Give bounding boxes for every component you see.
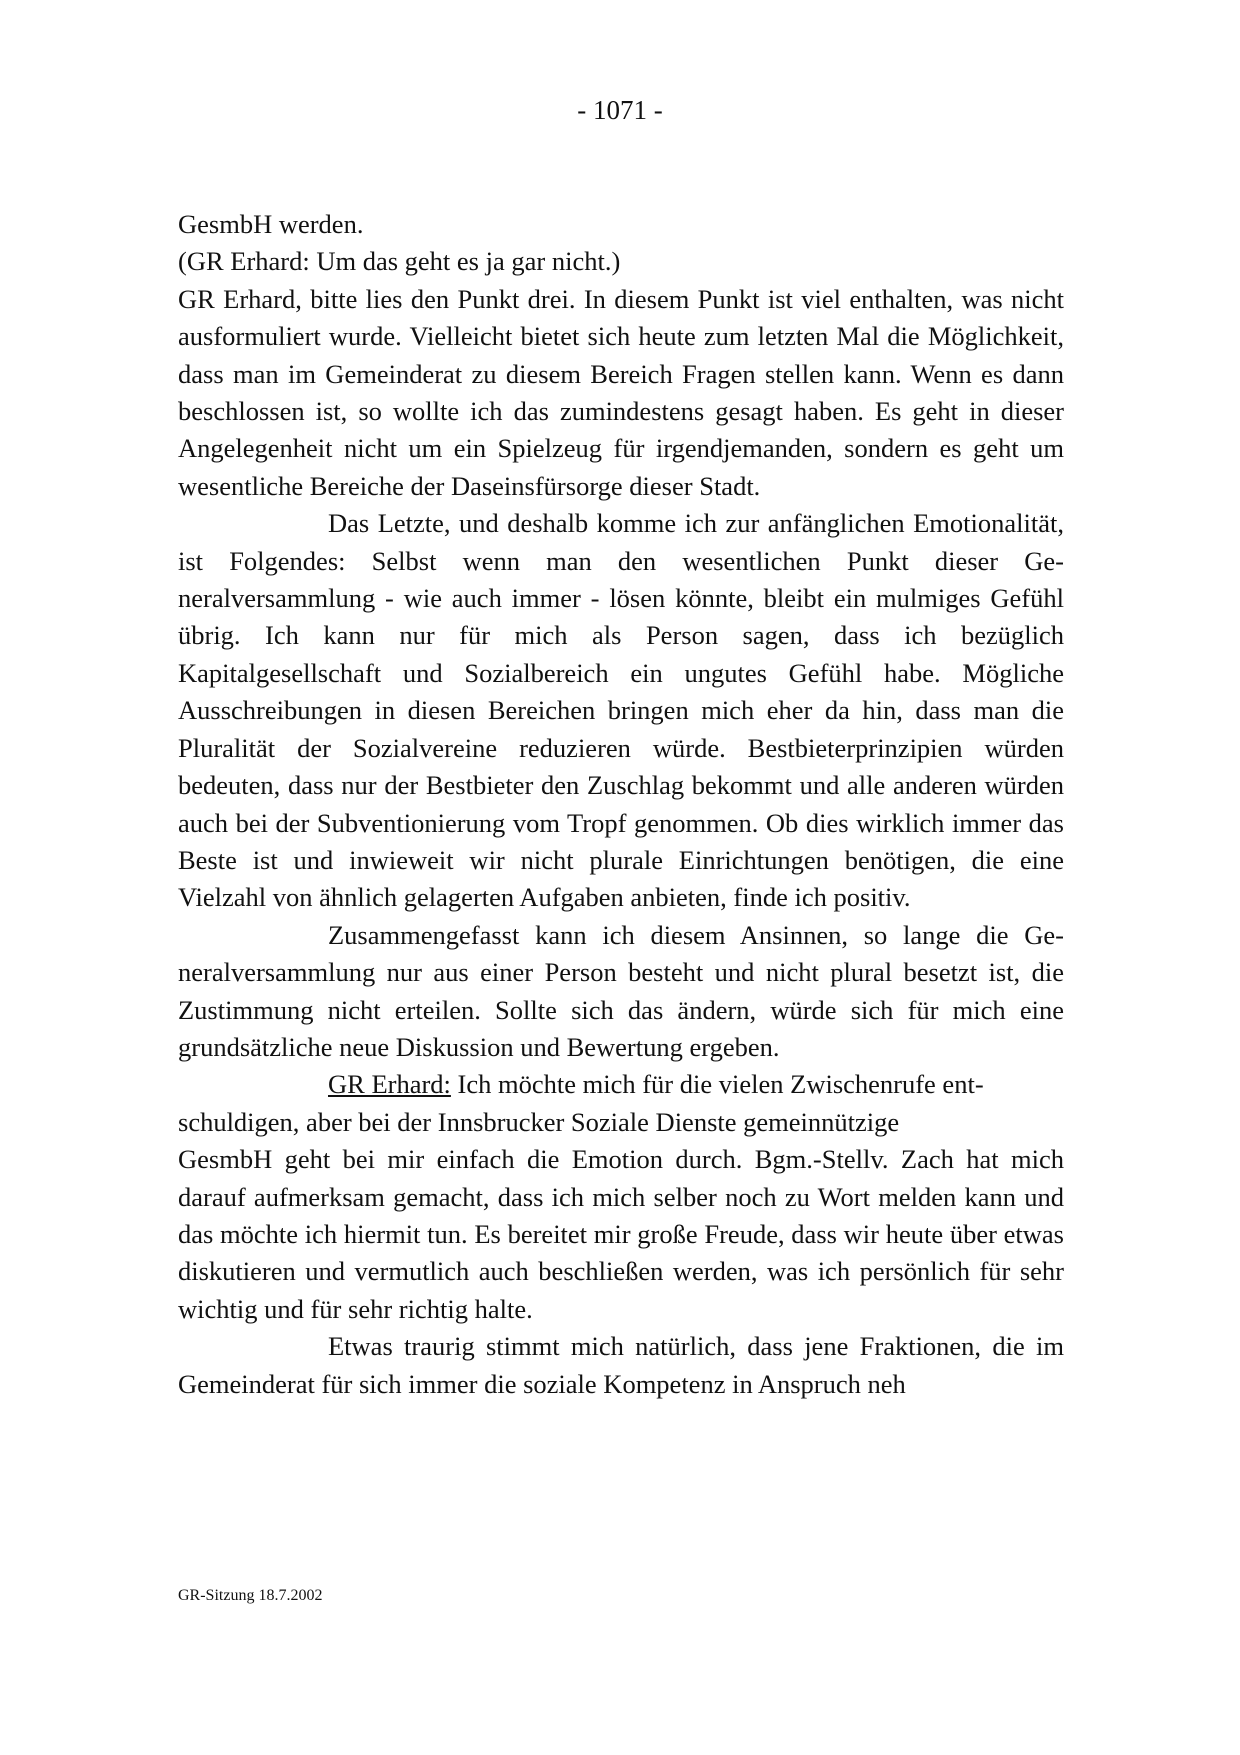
interjection: (GR Erhard: Um das geht es ja gar nicht.) <box>178 246 621 277</box>
paragraph: Das Letzte, und deshalb komme ich zur anfänglichen Emotionalität, ist Folgendes: Selbst wenn man den wesentlichen Punkt dieser Generalversammlung - wie auch immer - lösen könnte, bleibt ein mulmiges Gefühl übrig. Ich kann nur für mich als Person sagen, dass ich bezüglich Kapitalgesellschaft und Sozialbereich ein ungutes Gefühl habe. Mögliche Ausschreibungen in diesen Bereichen bringen mich eher da hin, dass man die Pluralität der Sozialvereine reduzieren würde. Bestbieterprinzipien würden bedeuten, dass nur der Bestbieter den Zuschlag bekommt und alle anderen würden auch bei der Subventionierung vom Tropf genommen. Ob dies wirklich immer das Beste ist und inwieweit wir nicht plurale Einrichtungen benötigen, die eine Vielzahl von ähnlich gelagerten Aufgaben anbieten, finde ich positiv. <box>178 508 1064 913</box>
speaker-text: Ich möchte mich für die vielen Zwischenrufe entschuldigen, aber bei der Innsbrucker Soziale Dienste gemeinnützige <box>178 1069 984 1137</box>
paragraph: Etwas traurig stimmt mich natürlich, dass jene Fraktionen, die im Gemeinderat für sich immer die soziale Kompetenz in Anspruch neh <box>178 1331 1064 1399</box>
paragraph: GesmbH werden. <box>178 209 364 239</box>
speaker-paragraph <box>178 1066 1064 1141</box>
footer-session-date: GR-Sitzung 18.7.2002 <box>178 1587 323 1604</box>
speaker-name: GR Erhard: <box>328 1069 451 1100</box>
paragraph: Zusammengefasst kann ich diesem Ansinnen, so lange die Generalversammlung nur aus einer Person besteht und nicht plural besetzt ist, die Zustimmung nicht erteilen. Sollte sich das ändern, würde sich für mich eine grundsätzliche neue Diskussion und Bewertung ergeben. <box>178 919 1064 1062</box>
document-body <box>178 206 1064 1403</box>
paragraph: GR Erhard, bitte lies den Punkt drei. In diesem Punkt ist viel enthalten, was nicht ausformuliert wurde. Vielleicht bietet sich heute zum letzten Mal die Möglichkeit, dass man im Gemeinderat zu diesem Bereich Fragen stellen kann. Wenn es dann beschlossen ist, so wollte ich das zumindestens gesagt haben. Es geht in dieser Angelegenheit nicht um ein Spielzeug für irgendjemanden, sondern es geht um wesentliche Bereiche der Daseinsfürsorge dieser Stadt. <box>178 283 1064 501</box>
paragraph: GesmbH geht bei mir einfach die Emotion durch. Bgm.-Stellv. Zach hat mich darauf aufmerksam gemacht, dass ich mich selber noch zu Wort melden kann und das möchte ich hiermit tun. Es bereitet mir große Freude, dass wir heute über etwas diskutieren und vermutlich auch beschließen werden, was ich persönlich für sehr wichtig und für sehr richtig halte. <box>178 1144 1064 1324</box>
page-number: - 1071 - <box>577 95 663 125</box>
